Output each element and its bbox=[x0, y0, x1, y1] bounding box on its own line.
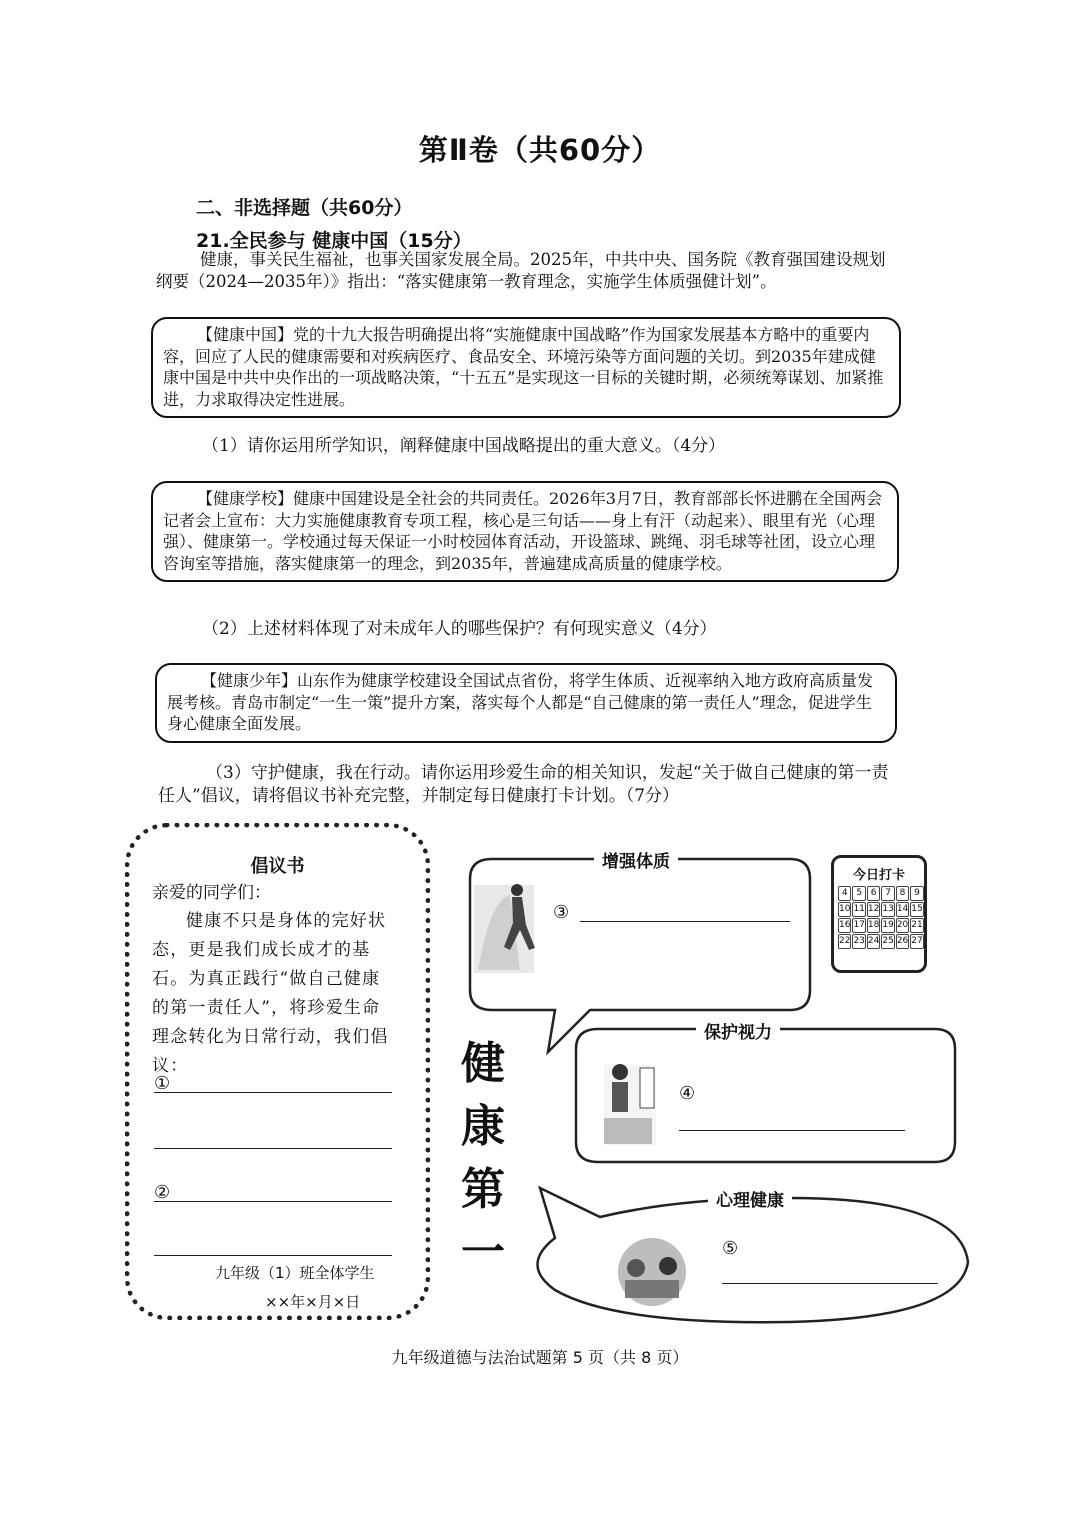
calendar-title: 今日打卡 bbox=[852, 868, 905, 883]
proposal-greeting: 亲爱的同学们： bbox=[152, 883, 271, 903]
calendar-day: 17 bbox=[852, 918, 865, 933]
sub-question-3: （3）守护健康，我在行动。请你运用珍爱生命的相关知识，发起“关于做自己健康的第一责任人”倡议，请将倡议书补充完整，并制定每日健康打卡计划。（7分） bbox=[158, 763, 889, 806]
calendar-day: 27 bbox=[910, 934, 923, 949]
calendar-day: 18 bbox=[867, 918, 880, 933]
calendar-day: 16 bbox=[838, 918, 851, 933]
checkin-calendar bbox=[831, 855, 927, 973]
answer-line-4[interactable] bbox=[679, 1130, 905, 1131]
calendar-day: 26 bbox=[896, 934, 909, 949]
mental-illustration bbox=[618, 1238, 686, 1306]
vertical-char: 康 bbox=[461, 1101, 505, 1152]
sub-question-2: （2）上述材料体现了对未成年人的哪些保护？有何现实意义（4分） bbox=[202, 619, 717, 639]
calendar-day: 9 bbox=[910, 886, 923, 901]
bubble-strength-label: 增强体质 bbox=[594, 847, 678, 872]
calendar-day: 15 bbox=[910, 902, 923, 917]
question-intro: 健康，事关民生福祉，也事关国家发展全局。2025年，中共中央、国务院《教育强国建设规划纲要（2024—2035年）》指出：“落实健康第一教育理念，实施学生体质强健计划”。 bbox=[156, 250, 886, 291]
calendar-day: 4 bbox=[838, 886, 851, 901]
bubble-mental-marker: ⑤ bbox=[722, 1238, 739, 1259]
calendar-day: 10 bbox=[838, 902, 851, 917]
calendar-day: 8 bbox=[896, 886, 909, 901]
calendar-grid bbox=[834, 883, 924, 952]
sub-question-1: （1）请你运用所学知识，阐释健康中国战略提出的重大意义。（4分） bbox=[202, 436, 726, 456]
page-title: 第Ⅱ卷（共60分） bbox=[418, 133, 662, 167]
calendar-day: 7 bbox=[881, 886, 894, 901]
proposal-item-1-marker: ① bbox=[154, 1073, 171, 1094]
calendar-day: 19 bbox=[881, 918, 894, 933]
page-footer: 九年级道德与法治试题第 5 页（共 8 页） bbox=[391, 1348, 689, 1367]
calendar-day: 6 bbox=[867, 886, 880, 901]
calendar-day: 25 bbox=[881, 934, 894, 949]
proposal-body: 健康不只是身体的完好状态，更是我们成长成才的基石。为真正践行“做自己健康的第一责任人”，将珍爱生命理念转化为日常行动，我们倡议： bbox=[152, 911, 389, 1076]
vertical-char: 第 bbox=[461, 1164, 505, 1215]
calendar-day: 14 bbox=[896, 902, 909, 917]
vision-illustration bbox=[604, 1064, 656, 1145]
answer-line-3[interactable] bbox=[580, 921, 790, 922]
bubble-mental-label: 心理健康 bbox=[708, 1186, 792, 1211]
calendar-day: 5 bbox=[852, 886, 865, 901]
calendar-day: 22 bbox=[838, 934, 851, 949]
calendar-day: 23 bbox=[852, 934, 865, 949]
calendar-day: 12 bbox=[867, 902, 880, 917]
bubble-vision-label: 保护视力 bbox=[696, 1018, 780, 1043]
calendar-day: 11 bbox=[852, 902, 865, 917]
material-health-school: 【健康学校】健康中国建设是全社会的共同责任。2026年3月7日，教育部部长怀进鹏在全国两会记者会上宣布：大力实施健康教育专项工程，核心是三句话——身上有汗（动起来）、眼里有光（心理强）、健康第一。学校通过每天保证一小时校园体育活动，开设篮球、跳绳、羽毛球等社团，设立心理咨询室等措施，落实健康第一的理念，到2035年，普遍建成高质量的健康学校。 bbox=[151, 481, 899, 582]
proposal-item-2-marker: ② bbox=[154, 1182, 171, 1203]
vertical-char: 健 bbox=[461, 1038, 505, 1089]
proposal-signature: 九年级（1）班全体学生 bbox=[215, 1264, 375, 1282]
runner-illustration bbox=[474, 884, 535, 973]
proposal-title: 倡议书 bbox=[250, 856, 305, 877]
calendar-day: 20 bbox=[896, 918, 909, 933]
calendar-day: 24 bbox=[867, 934, 880, 949]
proposal-date: ××年×月×日 bbox=[265, 1293, 361, 1311]
vertical-char: 一 bbox=[461, 1227, 505, 1278]
material-health-china: 【健康中国】党的十九大报告明确提出将“实施健康中国战略”作为国家发展基本方略中的重要内容，回应了人民的健康需要和对疾病医疗、食品安全、环境污染等方面问题的关切。到2035年建成健康中国是中共中央作出的一项战略决策，“十五五”是实现这一目标的关键时期，必须统筹谋划、加紧推进，力求取得决定性进展。 bbox=[151, 317, 901, 418]
calendar-day: 21 bbox=[910, 918, 923, 933]
bubble-strength-marker: ③ bbox=[553, 902, 570, 923]
question-heading: 21.全民参与 健康中国（15分） bbox=[196, 230, 472, 252]
section-title: 二、非选择题（共60分） bbox=[196, 197, 413, 219]
material-health-youth: 【健康少年】山东作为健康学校建设全国试点省份，将学生体质、近视率纳入地方政府高质量发展考核。青岛市制定“一生一策”提升方案，落实每个人都是“自己健康的第一责任人”理念，促进学生身心健康全面发展。 bbox=[155, 663, 897, 743]
answer-line-5[interactable] bbox=[722, 1283, 938, 1284]
bubble-vision-marker: ④ bbox=[679, 1083, 696, 1104]
calendar-day: 13 bbox=[881, 902, 894, 917]
